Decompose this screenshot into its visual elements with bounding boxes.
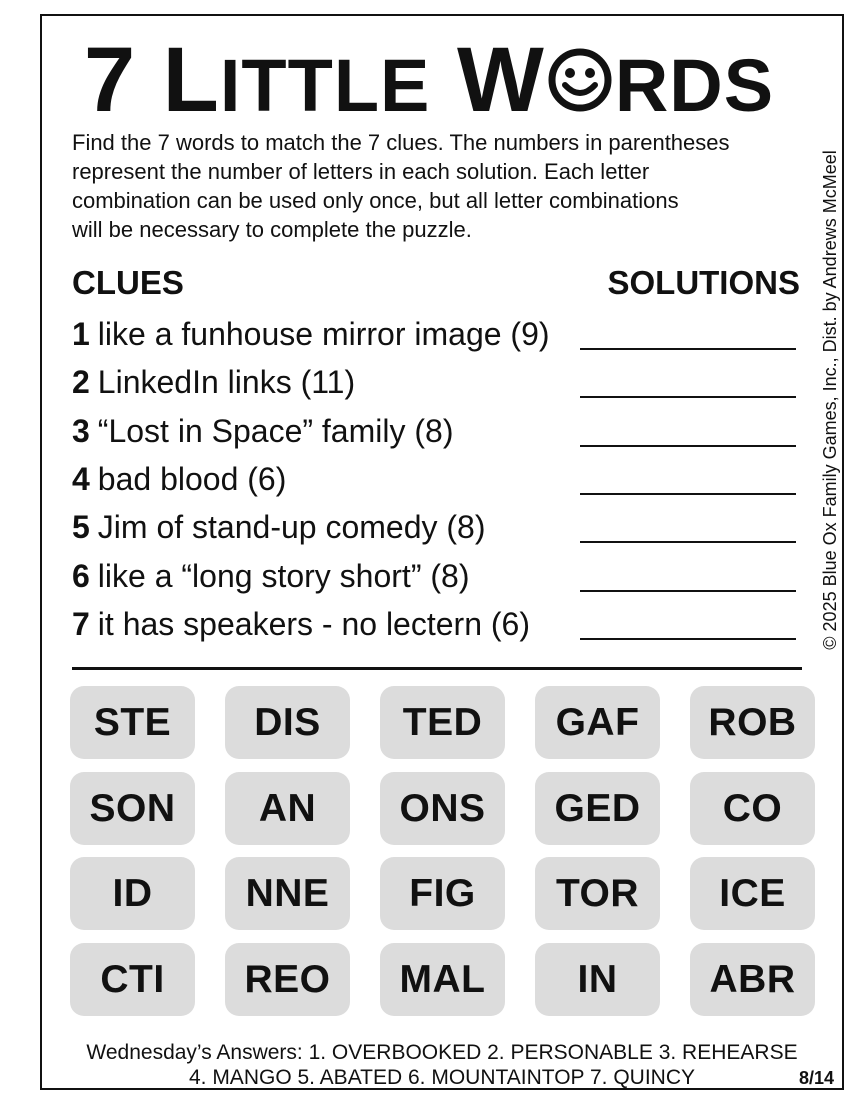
solution-blank-4[interactable]	[580, 493, 796, 495]
title-w-cap: W	[456, 29, 545, 131]
clue-text: like a funhouse mirror image (9)	[97, 316, 550, 352]
clue-3	[72, 411, 453, 451]
clue-4	[72, 459, 286, 499]
clue-text: it has speakers - no lectern (6)	[97, 606, 530, 642]
puzzle-title	[0, 30, 858, 136]
letter-tile[interactable]: GAF	[535, 686, 660, 759]
previous-answers-line-1: Wednesday’s Answers: 1. OVERBOOKED 2. PERSONABLE 3. REHEARSE	[86, 1041, 798, 1064]
letter-tile[interactable]: MAL	[380, 943, 505, 1016]
solution-blank-6[interactable]	[580, 590, 796, 592]
divider	[72, 667, 802, 670]
clues-header: CLUES	[72, 264, 184, 301]
clue-text: “Lost in Space” family (8)	[97, 413, 454, 449]
clue-6	[72, 556, 469, 596]
letter-tile[interactable]: TED	[380, 686, 505, 759]
solution-blank-1[interactable]	[580, 348, 796, 350]
clue-1	[72, 314, 550, 354]
letter-tile[interactable]: CO	[690, 772, 815, 845]
solutions-header: SOLUTIONS	[607, 264, 800, 301]
smiley-face-icon	[547, 47, 613, 113]
clue-5	[72, 507, 486, 547]
letter-tile[interactable]: CTI	[70, 943, 195, 1016]
instructions-line: will be necessary to complete the puzzle.	[72, 217, 472, 242]
title-w-rest: RDS	[614, 44, 775, 127]
clue-number: 3	[72, 413, 90, 449]
letter-tile[interactable]: NNE	[225, 857, 350, 930]
letter-tile[interactable]: DIS	[225, 686, 350, 759]
solution-blank-7[interactable]	[580, 638, 796, 640]
clue-number: 2	[72, 364, 90, 400]
clue-number: 5	[72, 509, 90, 545]
letter-tile[interactable]: ID	[70, 857, 195, 930]
letter-tile[interactable]: SON	[70, 772, 195, 845]
instructions	[72, 128, 832, 244]
letter-tile[interactable]: REO	[225, 943, 350, 1016]
clue-number: 1	[72, 316, 90, 352]
clue-number: 7	[72, 606, 90, 642]
clue-7	[72, 604, 530, 644]
clue-2	[72, 362, 355, 402]
solution-blank-2[interactable]	[580, 396, 796, 398]
letter-tile[interactable]: AN	[225, 772, 350, 845]
title-l-cap: L	[162, 29, 220, 131]
clue-text: like a “long story short” (8)	[97, 558, 470, 594]
title-l-rest: ITTLE	[219, 44, 431, 127]
letter-tile[interactable]: TOR	[535, 857, 660, 930]
instructions-line: Find the 7 words to match the 7 clues. The numbers in parentheses	[72, 130, 730, 155]
solution-blank-3[interactable]	[580, 445, 796, 447]
instructions-line: represent the number of letters in each solution. Each letter	[72, 159, 650, 184]
clue-text: bad blood (6)	[97, 461, 287, 497]
letter-tile[interactable]: GED	[535, 772, 660, 845]
title-numeral: 7	[83, 29, 137, 131]
copyright-notice: © 2025 Blue Ox Family Games, Inc., Dist. by Andrews McMeel	[820, 150, 840, 650]
clue-number: 6	[72, 558, 90, 594]
solution-blank-5[interactable]	[580, 541, 796, 543]
puzzle-date: 8/14	[798, 1068, 834, 1088]
clue-number: 4	[72, 461, 90, 497]
letter-tile[interactable]: IN	[535, 943, 660, 1016]
previous-answers-line-2: 4. MANGO 5. ABATED 6. MOUNTAINTOP 7. QUINCY	[188, 1066, 696, 1089]
letter-tile[interactable]: ICE	[690, 857, 815, 930]
letter-tile[interactable]: ONS	[380, 772, 505, 845]
instructions-line: combination can be used only once, but all letter combinations	[72, 188, 679, 213]
letter-tile[interactable]: STE	[70, 686, 195, 759]
letter-tile[interactable]: ROB	[690, 686, 815, 759]
letter-tile[interactable]: ABR	[690, 943, 815, 1016]
clue-text: LinkedIn links (11)	[97, 364, 356, 400]
letter-tile[interactable]: FIG	[380, 857, 505, 930]
clue-text: Jim of stand-up comedy (8)	[97, 509, 486, 545]
